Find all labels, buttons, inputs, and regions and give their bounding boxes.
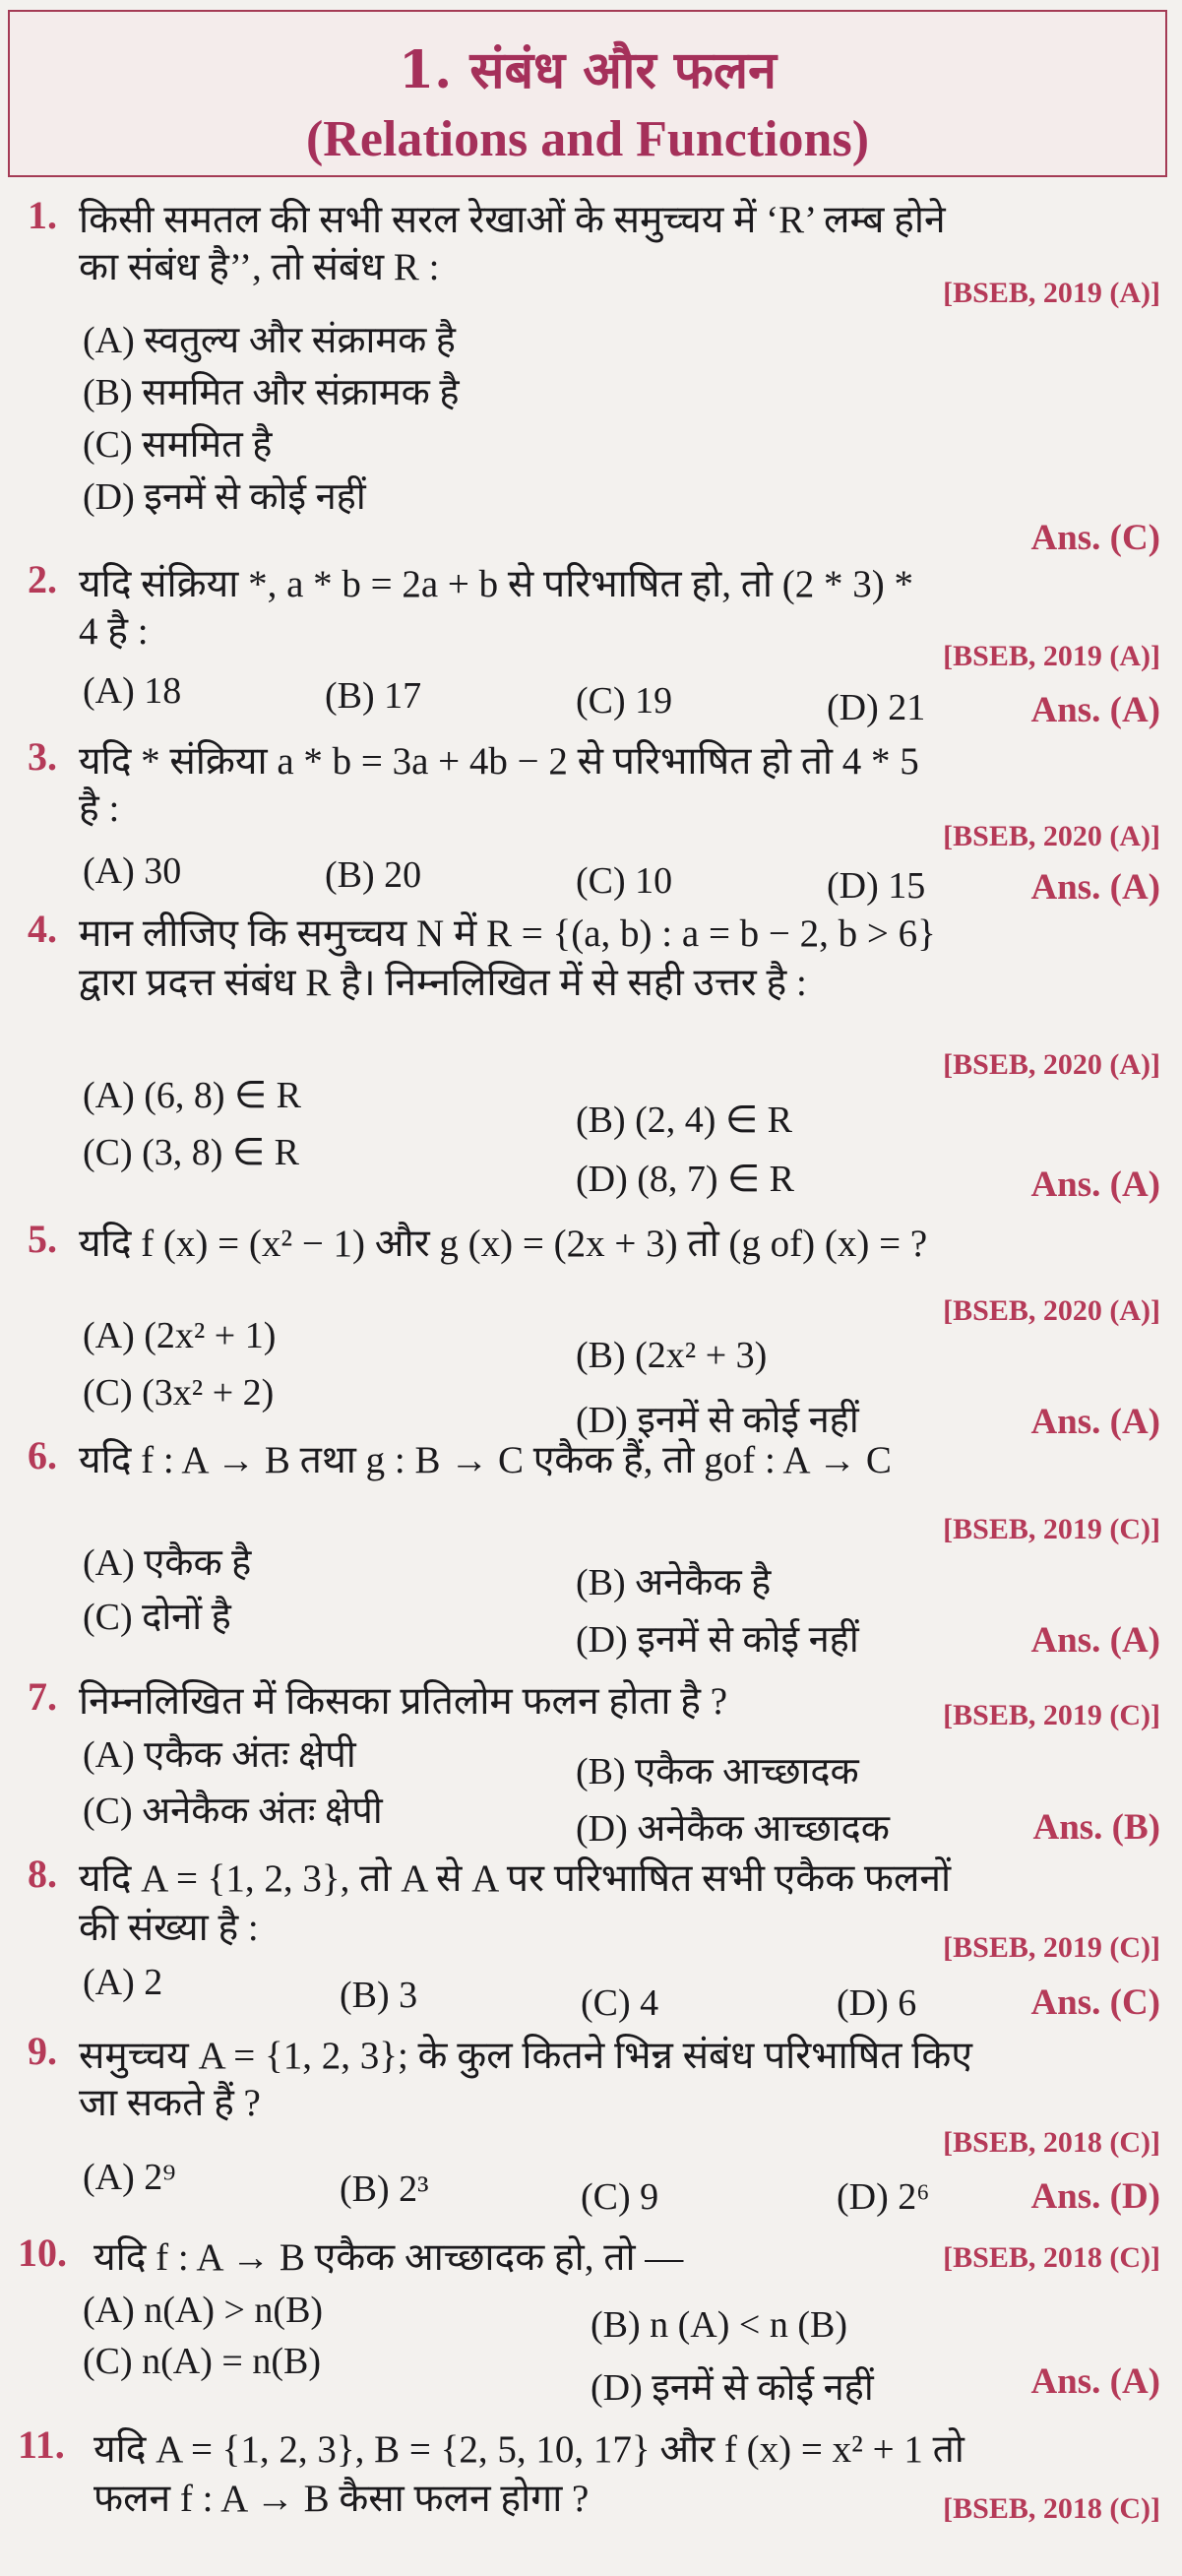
question-text: यदि A = {1, 2, 3}, B = {2, 5, 10, 17} और f (x) = x² + 1 तो: [93, 2428, 964, 2471]
option-a: (A) (6, 8) ∈ R: [83, 1075, 302, 1116]
answer: Ans. (C): [1030, 518, 1160, 558]
option-c: (C) (3, 8) ∈ R: [83, 1132, 299, 1173]
answer: Ans. (A): [1030, 2361, 1160, 2402]
question-text: फलन f : A → B कैसा फलन होगा ?: [93, 2478, 590, 2520]
option-a: (A) एकैक अंतः क्षेपी: [83, 1734, 356, 1776]
source-tag: [BSEB, 2018 (C)]: [943, 2126, 1160, 2159]
question-number: 7.: [28, 1674, 57, 1719]
option-a: (A) (2x² + 1): [83, 1315, 277, 1356]
option-d: (D) इनमें से कोई नहीं: [576, 1400, 859, 1441]
question-number: 2.: [28, 557, 57, 601]
question-number: 4.: [28, 907, 57, 951]
option-c: (C) n(A) = n(B): [83, 2341, 321, 2382]
option-d: (D) 15: [827, 865, 926, 907]
option-b: (B) n (A) < n (B): [591, 2304, 847, 2346]
option-c: (C) (3x² + 2): [83, 1372, 275, 1414]
question-text: किसी समतल की सभी सरल रेखाओं के समुच्चय में ‘R’ लम्ब होने: [79, 199, 946, 241]
option-b: (B) एकैक आच्छादक: [576, 1751, 859, 1792]
option-a: (A) एकैक है: [83, 1542, 252, 1584]
option-c: (C) अनेकैक अंतः क्षेपी: [83, 1791, 383, 1832]
option-c: (C) 19: [576, 680, 673, 722]
source-tag: [BSEB, 2020 (A)]: [943, 1048, 1160, 1081]
question-text: यदि f (x) = (x² − 1) और g (x) = (2x + 3) तो (g of) (x) = ?: [79, 1223, 928, 1265]
option-b: (B) सममित और संक्रामक है: [83, 372, 460, 413]
option-c: (C) सममित है: [83, 424, 273, 466]
answer: Ans. (A): [1030, 690, 1160, 730]
option-a: (A) n(A) > n(B): [83, 2290, 324, 2331]
question-number: 6.: [28, 1433, 57, 1477]
question-text: की संख्या है :: [79, 1907, 259, 1949]
question-text: यदि A = {1, 2, 3}, तो A से A पर परिभाषित सभी एकैक फलनों: [79, 1857, 952, 1900]
source-tag: [BSEB, 2020 (A)]: [943, 820, 1160, 852]
source-tag: [BSEB, 2019 (A)]: [943, 640, 1160, 672]
chapter-title-box: [8, 10, 1167, 177]
question-text: यदि संक्रिया *, a * b = 2a + b से परिभाषित हो, तो (2 * 3) *: [79, 563, 914, 605]
source-tag: [BSEB, 2018 (C)]: [943, 2492, 1160, 2525]
question-text: यदि f : A → B एकैक आच्छादक हो, तो —: [93, 2236, 684, 2279]
source-tag: [BSEB, 2020 (A)]: [943, 1294, 1160, 1327]
question-text: यदि f : A → B तथा g : B → C एकैक हैं, तो gof : A → C: [79, 1439, 892, 1481]
option-a: (A) स्वतुल्य और संक्रामक है: [83, 320, 456, 361]
option-b: (B) अनेकैक है: [576, 1562, 772, 1603]
answer: Ans. (A): [1030, 867, 1160, 908]
question-text: निम्नलिखित में किसका प्रतिलोम फलन होता है ?: [79, 1680, 728, 1723]
option-b: (B) 20: [325, 854, 422, 896]
question-text: है :: [79, 787, 120, 830]
answer: Ans. (A): [1030, 1620, 1160, 1661]
option-d: (D) 6: [837, 1982, 917, 2024]
question-number: 8.: [28, 1852, 57, 1896]
chapter-title-hindi: 1. संबंध और फलन: [398, 40, 778, 100]
option-d: (D) 21: [827, 687, 926, 728]
source-tag: [BSEB, 2019 (A)]: [943, 277, 1160, 309]
question-number: 1.: [28, 193, 57, 237]
option-c: (C) दोनों है: [83, 1597, 231, 1638]
option-c: (C) 9: [581, 2176, 659, 2218]
option-c: (C) 4: [581, 1982, 659, 2024]
option-b: (B) 2³: [340, 2168, 429, 2210]
option-d: (D) 2⁶: [837, 2176, 930, 2218]
answer: Ans. (C): [1030, 1982, 1160, 2023]
question-text: का संबंध है’’, तो संबंध R :: [79, 246, 440, 288]
option-b: (B) (2x² + 3): [576, 1335, 768, 1376]
option-c: (C) 10: [576, 860, 673, 902]
option-d: (D) (8, 7) ∈ R: [576, 1159, 795, 1200]
source-tag: [BSEB, 2019 (C)]: [943, 1931, 1160, 1964]
option-a: (A) 2: [83, 1962, 163, 2003]
option-a: (A) 18: [83, 670, 182, 712]
chapter-title-english: (Relations and Functions): [305, 111, 870, 167]
question-text: समुच्चय A = {1, 2, 3}; के कुल कितने भिन्न संबंध परिभाषित किए: [79, 2035, 972, 2077]
question-number: 5.: [28, 1217, 57, 1261]
answer: Ans. (A): [1030, 1402, 1160, 1442]
source-tag: [BSEB, 2019 (C)]: [943, 1699, 1160, 1731]
answer: Ans. (A): [1030, 1164, 1160, 1205]
question-text: 4 है :: [79, 610, 149, 653]
question-text: मान लीजिए कि समुच्चय N में R = {(a, b) : a = b − 2, b > 6}: [79, 912, 936, 955]
option-b: (B) 17: [325, 675, 422, 717]
question-text: द्वारा प्रदत्त संबंध R है। निम्नलिखित में से सही उत्तर है :: [79, 962, 807, 1004]
question-number: 10.: [18, 2230, 67, 2275]
source-tag: [BSEB, 2019 (C)]: [943, 1513, 1160, 1545]
question-number: 11.: [18, 2422, 65, 2467]
option-d: (D) इनमें से कोई नहीं: [576, 1619, 859, 1661]
option-b: (B) (2, 4) ∈ R: [576, 1100, 792, 1141]
question-text: जा सकते हैं ?: [79, 2082, 261, 2124]
option-b: (B) 3: [340, 1975, 418, 2016]
option-d: (D) इनमें से कोई नहीं: [83, 476, 366, 518]
option-a: (A) 30: [83, 850, 182, 892]
question-number: 9.: [28, 2029, 57, 2073]
source-tag: [BSEB, 2018 (C)]: [943, 2241, 1160, 2274]
answer: Ans. (D): [1030, 2176, 1160, 2217]
option-d: (D) इनमें से कोई नहीं: [591, 2367, 874, 2409]
question-text: यदि * संक्रिया a * b = 3a + 4b − 2 से परिभाषित हो तो 4 * 5: [79, 740, 919, 783]
option-d: (D) अनेकैक आच्छादक: [576, 1808, 890, 1850]
answer: Ans. (B): [1032, 1807, 1160, 1848]
question-number: 3.: [28, 734, 57, 779]
option-a: (A) 2⁹: [83, 2157, 176, 2198]
